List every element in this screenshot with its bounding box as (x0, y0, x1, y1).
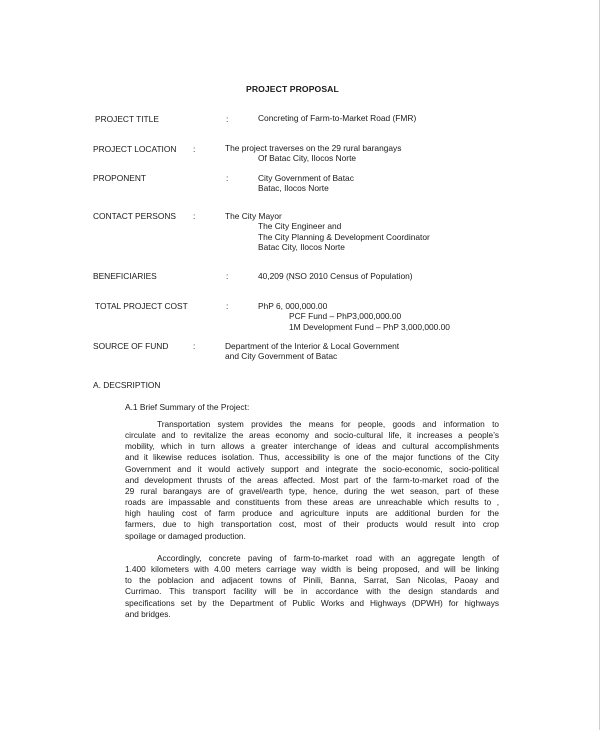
section-heading: A. DECSRIPTION (93, 380, 161, 390)
value-line: Concreting of Farm-to-Market Road (FMR) (258, 113, 417, 123)
field-colon: : (226, 271, 229, 281)
paragraph-line: and bridges. (125, 608, 171, 619)
value-line: The City Planning & Development Coordinator (258, 231, 430, 242)
paragraph-line: circulate and to revitalize the areas economy and socio-cultural life, it increases a people’s (125, 430, 499, 441)
paragraph-line: to the poblacion and adjacent towns of Pinili, Banna, Sarrat, San Nicolas, Paoay and (125, 575, 499, 586)
value-line: Batac, Ilocos Norte (258, 183, 329, 194)
field-value-proponent (258, 173, 354, 194)
value-line: PCF Fund – PhP3,000,000.00 (289, 311, 402, 322)
value-line: City Government of Batac (258, 173, 354, 183)
value-line: 1M Development Fund – PhP 3,000,000.00 (289, 321, 450, 332)
paragraph-line: 29 rural barangays are of gravel/earth type, hence, during the wet season, part of these (125, 485, 499, 496)
paragraph-line: Accordingly, concrete paving of farm-to-market road with an aggregate length of (157, 553, 499, 563)
field-value-beneficiaries (258, 271, 413, 281)
paragraph-line: farmers, due to high transportation cost, most of their products would result into crop (125, 519, 499, 530)
paragraph-line: high hauling cost of farm produce and agriculture inputs are additional burden for the (125, 508, 499, 519)
field-label-project-location: PROJECT LOCATION (93, 144, 177, 154)
field-label-total-project-cost: TOTAL PROJECT COST (95, 301, 188, 311)
paragraph-line: 1.400 kilometers with 4.00 meters carriage way width is being proposed, and will be linking (125, 564, 499, 575)
paragraph-line: specifications set by the Department of Public Works and Highways (DPWH) for highways (125, 597, 499, 608)
paragraph-line: spoilage or damaged production. (125, 530, 246, 541)
value-line: Department of the Interior & Local Government (225, 341, 400, 351)
field-value-project-location (225, 143, 401, 164)
field-label-source-of-fund: SOURCE OF FUND (93, 341, 169, 351)
field-colon: : (193, 144, 196, 154)
value-line: 40,209 (NSO 2010 Census of Population) (258, 271, 413, 281)
value-line: and City Government of Batac (225, 351, 338, 362)
paragraph-line: roads are impassable and constituents from these areas are unreachable which results to , (125, 497, 499, 508)
field-value-source-of-fund (225, 341, 399, 362)
field-label-beneficiaries: BENEFICIARIES (93, 271, 157, 281)
paragraph-line: mobility, which in turn allows a greater interchange of ideas and cultural accomplishments (125, 441, 499, 452)
value-line: PhP 6, 000,000.00 (258, 301, 328, 311)
field-label-contact-persons: CONTACT PERSONS (93, 211, 176, 221)
field-value-project-title (258, 113, 416, 123)
value-line: The project traverses on the 29 rural barangays (225, 143, 402, 153)
paragraph-line: Transportation system provides the means for people, goods and information to (157, 419, 499, 429)
field-colon: : (226, 114, 229, 124)
field-value-total-project-cost (258, 301, 450, 332)
field-label-project-title: PROJECT TITLE (95, 114, 159, 124)
summary-paragraph-2 (125, 553, 499, 620)
paragraph-line: Currimao. This transport facility will be in accordance with the design standards and (125, 586, 499, 597)
paragraph-line: and it likewise reduces isolation. Thus, accessibility is one of the major functions of the City (125, 452, 499, 463)
field-colon: : (226, 301, 229, 311)
value-line: The City Engineer and (258, 221, 342, 232)
paragraph-line: Government and it would actively support and integrate the socio-economic, socio-political (125, 463, 499, 474)
value-line: Batac City, Ilocos Norte (258, 242, 345, 253)
field-colon: : (193, 211, 196, 221)
page-title: PROJECT PROPOSAL (246, 84, 339, 94)
field-colon: : (226, 173, 229, 183)
field-label-proponent: PROPONENT (93, 173, 147, 183)
summary-paragraph-1 (125, 419, 499, 542)
value-line: The City Mayor (225, 211, 282, 221)
field-value-contact-persons (225, 211, 430, 253)
paragraph-line: and development thrusts of the areas affected. Most part of the farm-to-market road of the (125, 474, 499, 485)
sub-heading: A.1 Brief Summary of the Project: (125, 402, 250, 412)
field-colon: : (193, 341, 196, 351)
value-line: Of Batac City, Ilocos Norte (258, 153, 357, 164)
